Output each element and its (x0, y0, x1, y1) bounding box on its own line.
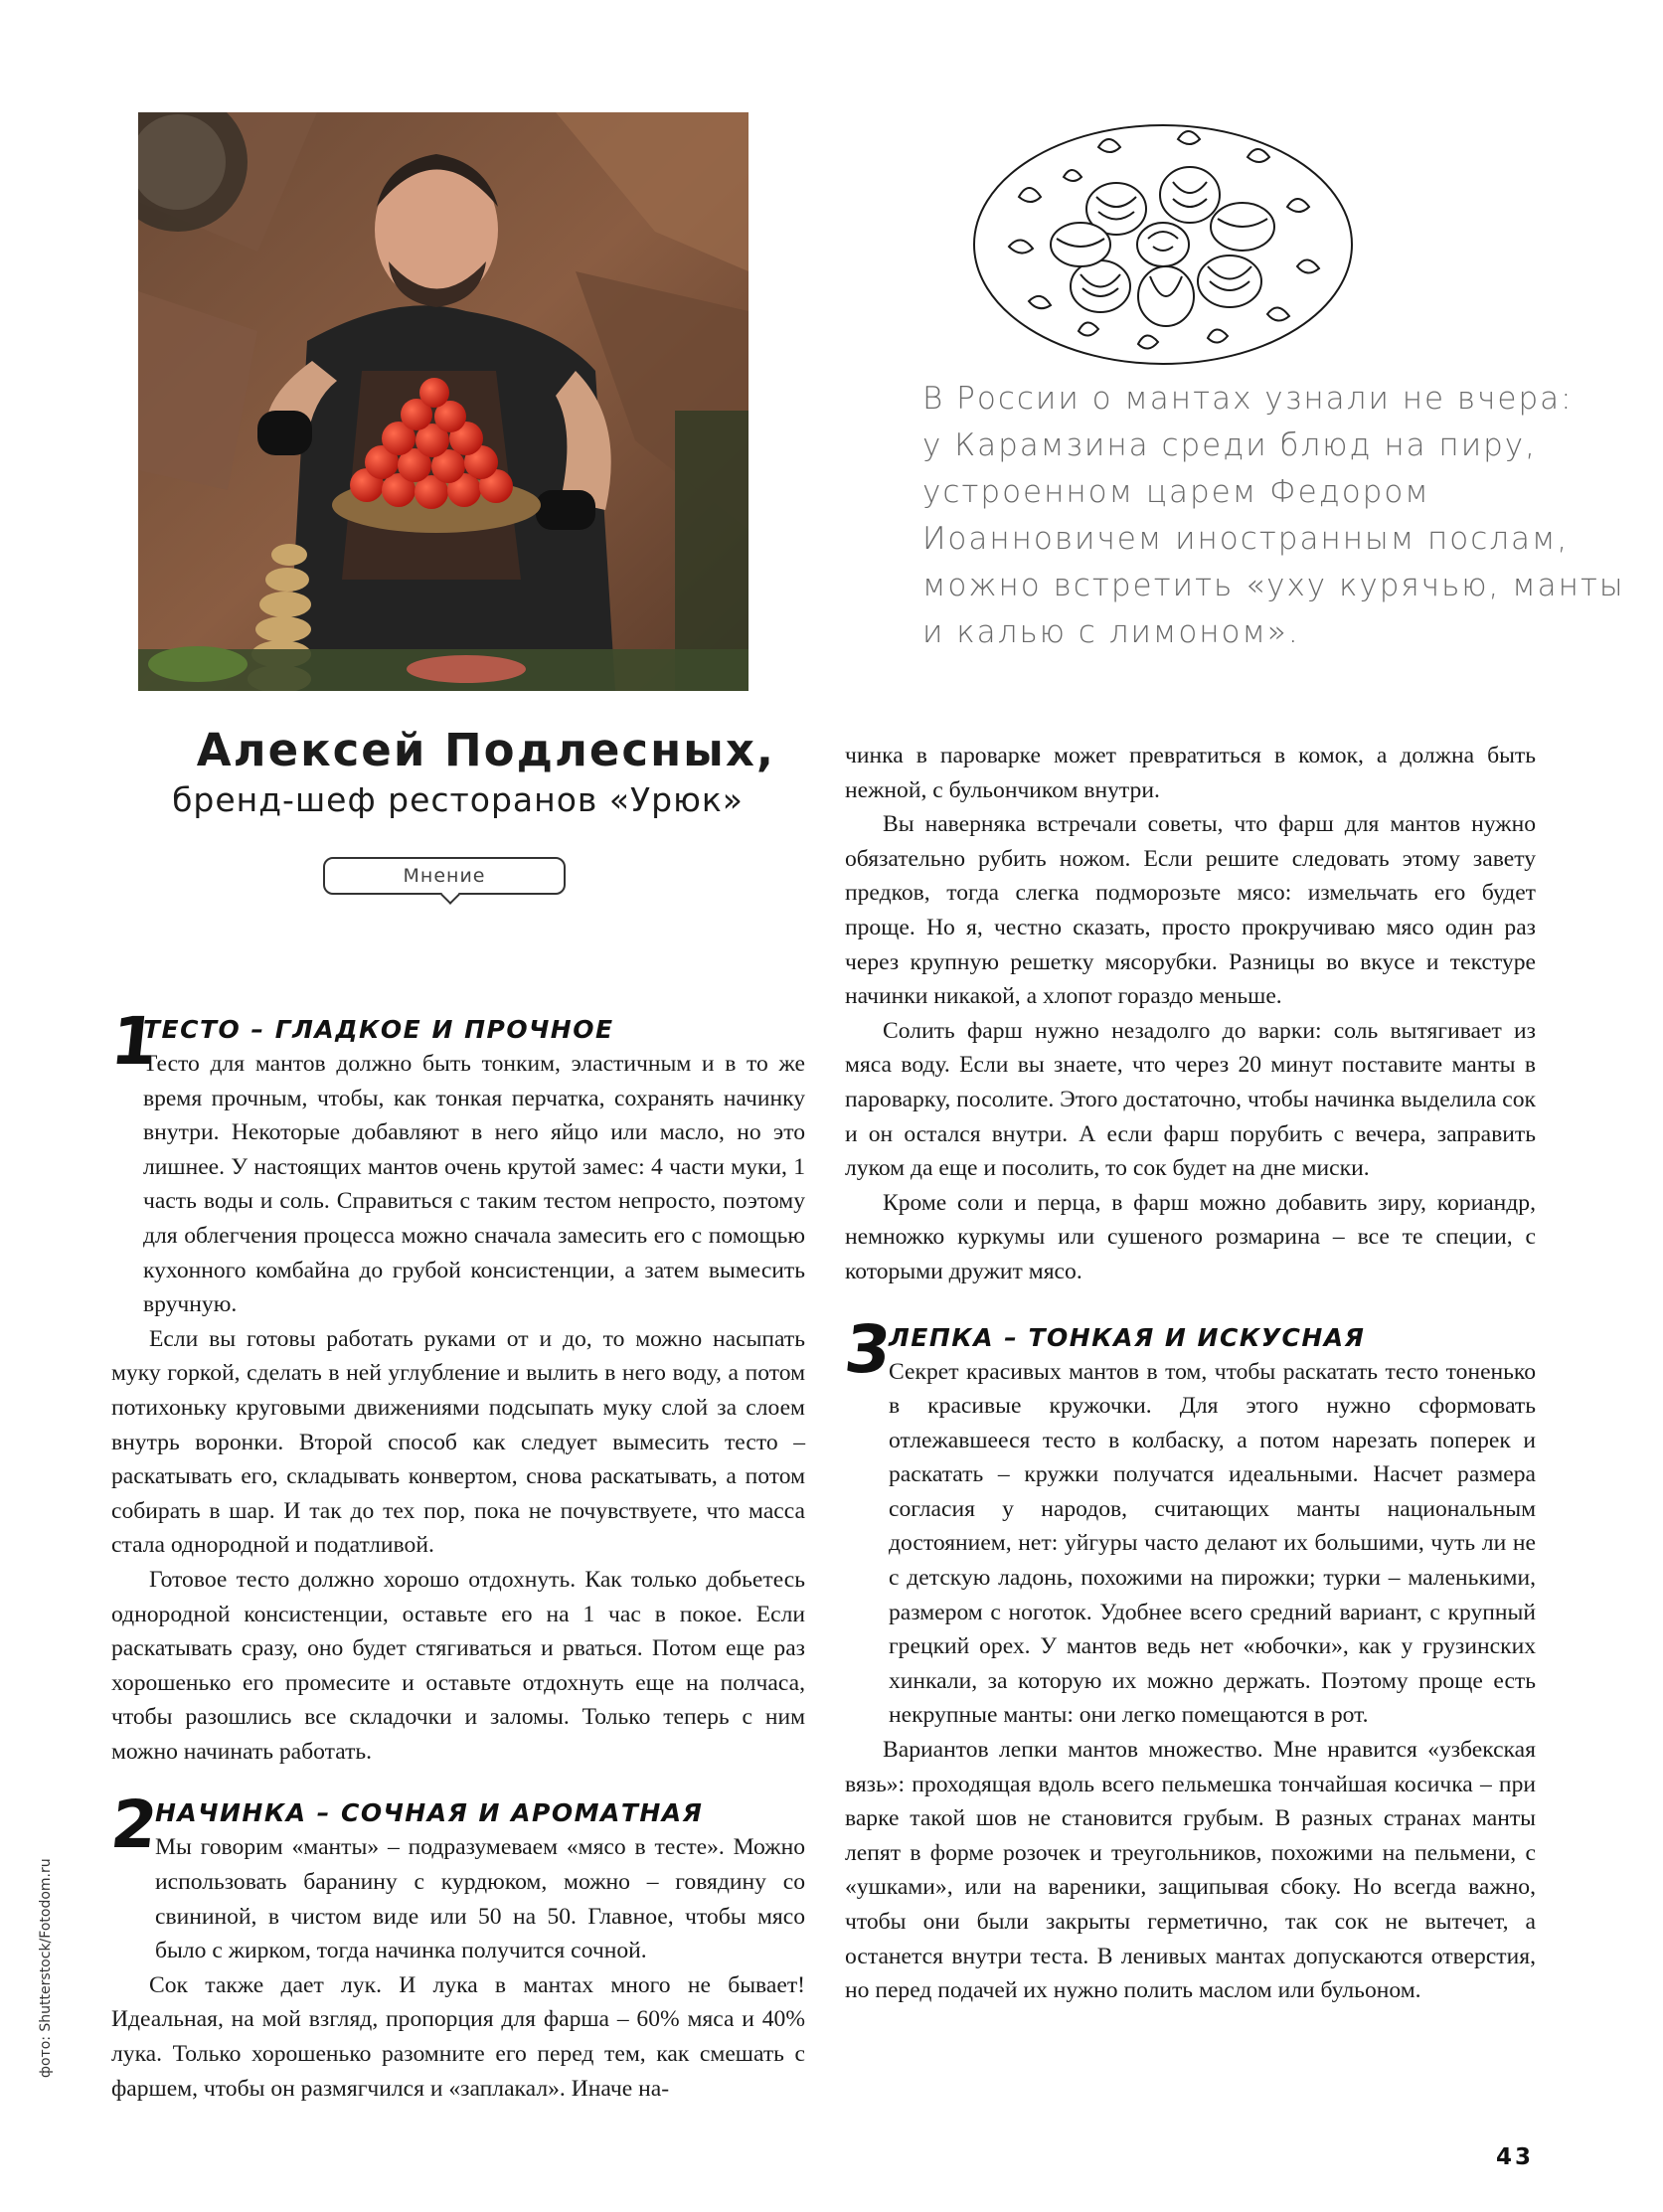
right-column (841, 739, 1536, 2008)
section-2-title: НАЧИНКА – СОЧНАЯ И АРОМАТНАЯ (155, 1798, 704, 1828)
paragraph: Мы говорим «манты» – подразумеваем «мясо в тесте». Можно использовать баранину с курдюком, можно – говядину со свининой, в чистом виде или 50 на 50. Главное, чтобы мясо было с жирком, тогда начинка получится сочной. (155, 1834, 805, 1964)
quote-line: можно встретить «уху курячью, манты (922, 568, 1625, 603)
paragraph: Вы наверняка встречали советы, что фарш для мантов нужно обязательно рубить ножом. Если решите следовать этому завету предков, тогда слегка подморозьте мясо: измельчать его будет проще. Но я, честно сказать, просто прокручиваю мясо один раз через крупную решетку мясорубки. Разницы во вкусе и текстуре начинки никакой, а хлопот гораздо меньше. (845, 811, 1536, 1010)
section-1-header (107, 1003, 805, 1080)
paragraph: Если вы готовы работать руками от и до, то можно насыпать муку горкой, сделать в ней углубление и вылить в него воду, а потом потихоньку круговыми движениями подсыпать муку слой за слоем внутрь воронки. Второй способ как следует вымесить тесто – раскатывать его, складывать конвертом, снова раскатывать, а потом собирать в шар. И так до тех пор, пока не почувствуете, что масса стала однородной и податливой. (111, 1325, 805, 1559)
section-2-header (107, 1787, 805, 1864)
section-3-title: ЛЕПКА – ТОНКАЯ И ИСКУСНАЯ (889, 1322, 1366, 1352)
left-column (107, 1003, 805, 2106)
paragraph: Готовое тесто должно хорошо отдохнуть. Как только добьетесь однородной консистенции, оставьте его на 1 час в покое. Если раскатывать сразу, оно будет стягиваться и рваться. Потом еще раз хорошенько его промесите и оставьте отдохнуть еще на полчаса, чтобы разошлись все складочки и заломы. Только теперь с ним можно начинать работать. (111, 1566, 805, 1765)
paragraph: Солить фарш нужно незадолго до варки: соль вытягивает из мяса воду. Если вы знаете, что через 20 минут поставите манты в пароварку, посолите. Этого достаточно, чтобы начинка выделила сок и он остался внутри. А если фарш порубить с вечера, заправить луком да еще и посолить, то сок будет на дне миски. (845, 1017, 1536, 1182)
quote-line: у Карамзина среди блюд на пиру, (922, 427, 1538, 463)
quote-line: Иоанновичем иностранным послам, (922, 521, 1570, 557)
section-2-number: 2 (107, 1787, 162, 1864)
paragraph: Вариантов лепки мантов множество. Мне нравится «узбекская вязь»: проходящая вдоль всего пельмешка тончайшая косичка – при варке такой шов не становится грубым. В разных странах манты лепят в форме розочек и треугольников, похожими на пельмени, с «ушками», или на вареники, защипывая сбоку. Но всегда важно, чтобы они были закрыты герметично, так сок не вытечет, а останется внутри теста. В ленивых мантах допускаются отверстия, но перед подачей их нужно полить маслом или бульоном. (845, 1737, 1536, 2004)
quote-line: и калью с лимоном». (922, 614, 1300, 650)
paragraph: Секрет красивых мантов в том, чтобы раскатать тесто тоненько в красивые кружочки. Для этого нужно сформовать отлежавшееся тесто в колбаску, а потом нарезать поперек и раскатать – кружки получатся идеальными. Насчет размера согласия у народов, считающих манты национальным достоянием, нет: уйгуры часто делают их большими, чуть ли не с детскую ладонь, похожими на пирожки; турки – маленькими, размером с ноготок. Удобнее всего средний вариант, с крупный грецкий орех. У мантов ведь нет «юбочки», как у грузинских хинкали, за которую их можно держать. Поэтому проще есть некрупные манты: они легко помещаются в рот. (889, 1358, 1536, 1729)
section-1-number: 1 (107, 1003, 162, 1080)
chef-photo (138, 112, 748, 691)
section-3-number: 3 (841, 1310, 896, 1388)
page-number: 43 (1496, 2144, 1535, 2170)
quote-line: устроенном царем Федором (922, 474, 1430, 510)
opinion-badge: Мнение (323, 857, 566, 895)
paragraph: Сок также дает лук. И лука в мантах много не бывает! Идеальная, на мой взгляд, пропорция для фарша – 60% мяса и 40% лука. Только хорошенько разомните его перед тем, как смешать с фаршем, чтобы он размягчился и «заплакал». Иначе на- (111, 1971, 805, 2102)
manti-plate-illustration (969, 117, 1357, 371)
pull-quote (922, 376, 1625, 656)
paragraph: Тесто для мантов должно быть тонким, эластичным и в то же время прочным, чтобы, как тонкая перчатка, сохранять начинку внутри. Некоторые добавляют в него яйцо или масло, но это лишнее. У настоящих мантов очень крутой замес: 4 части муки, 1 часть воды и соль. Справиться с таким тестом непросто, поэтому для облегчения процесса можно сначала замесить его с помощью кухонного комбайна до грубой консистенции, а затем вымесить вручную. (143, 1051, 805, 1318)
quote-line: В России о мантах узнали не вчера: (922, 381, 1574, 417)
section-3-header (841, 1310, 1536, 1388)
section-1-title: ТЕСТО – ГЛАДКОЕ И ПРОЧНОЕ (143, 1015, 614, 1044)
paragraph: Кроме соли и перца, в фарш можно добавить зиру, кориандр, немножко куркумы или сушеного розмарина – все те специи, с которыми дружит мясо. (845, 1189, 1536, 1284)
photo-credit: фото: Shutterstock/Fotodom.ru (38, 1858, 54, 2078)
paragraph: чинка в пароварке может превратиться в комок, а должна быть нежной, с бульончиком внутри. (845, 743, 1536, 803)
author-name: Алексей Подлесных, (196, 724, 775, 776)
author-role: бренд-шеф ресторанов «Урюк» (172, 780, 744, 819)
